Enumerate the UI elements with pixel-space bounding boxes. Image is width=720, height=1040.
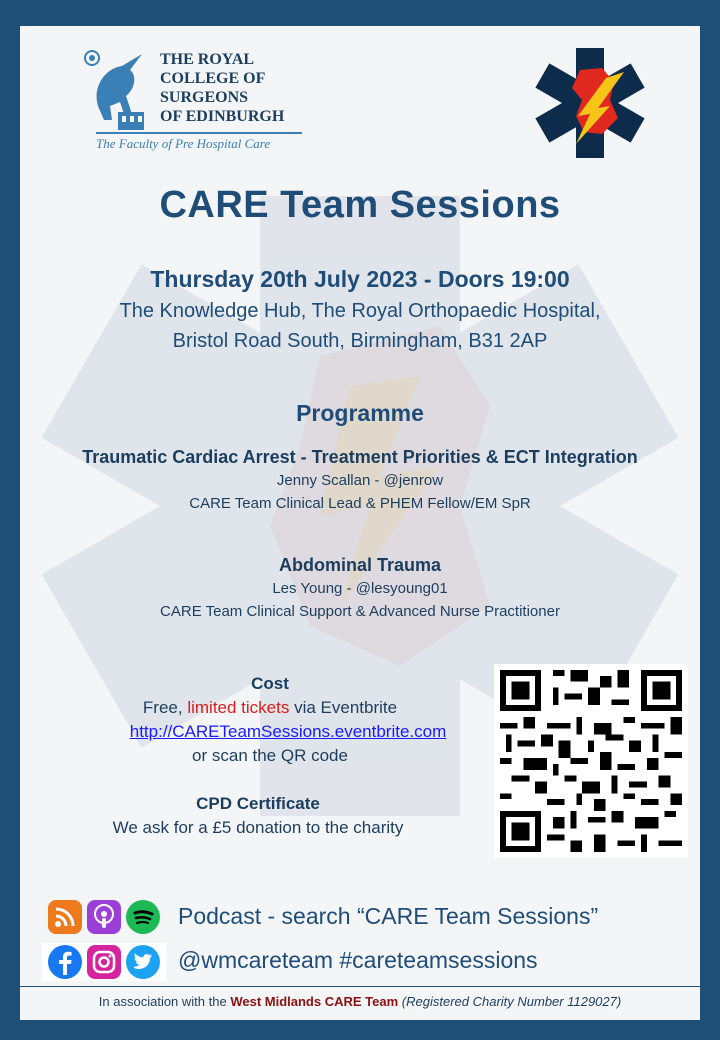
logo-divider [96,132,302,134]
event-date: Thursday 20th July 2023 - Doors 19:00 [150,266,570,292]
faculty-name: The Faculty of Pre Hospital Care [96,136,271,151]
spotify-icon[interactable] [126,900,160,934]
cpd-text: We ask for a £5 donation to the charity [112,818,404,837]
cost-line [60,698,480,718]
star-of-life-watermark [20,26,700,1020]
venue-line-2: Bristol Road South, Birmingham, B31 2AP [172,330,548,352]
talk-2-title: Abdominal Trauma [278,555,442,575]
talk-1-role: CARE Team Clinical Lead & PHEM Fellow/EM SpR [189,495,531,512]
care-team-star-logo [532,48,648,158]
social-handles-text: @wmcareteam #careteamsessions [178,947,538,973]
programme-heading: Programme [296,400,424,426]
cost-via: via Eventbrite [294,698,398,717]
twitter-icon[interactable] [126,945,160,979]
poster [20,26,700,1020]
eventbrite-link-row [78,722,498,742]
podcast-search-text: Podcast - search “CARE Team Sessions” [178,903,599,929]
footer-divider [20,986,700,987]
podcasts-icon[interactable] [87,900,121,934]
unicorn-crest-icon [82,46,150,136]
scan-qr-text: or scan the QR code [192,746,348,765]
page-title: CARE Team Sessions [159,184,561,226]
eventbrite-link[interactable]: http://CARETeamSessions.eventbrite.com [129,722,447,741]
rcsed-wordmark: THE ROYAL COLLEGE OF SURGEONS OF EDINBURGH [160,51,285,125]
footer [20,994,700,1009]
cost-free: Free, [142,698,183,717]
talk-2-speaker: Les Young - @lesyoung01 [272,580,448,597]
cpd-heading: CPD Certificate [196,794,320,813]
qr-code[interactable] [494,664,688,858]
instagram-icon[interactable] [87,945,121,979]
talk-1-speaker: Jenny Scallan - @jenrow [276,472,444,489]
rss-icon[interactable] [48,900,82,934]
footer-charity-number: (Registered Charity Number 1129027) [401,994,622,1009]
venue-line-1: The Knowledge Hub, The Royal Orthopaedic Hospital, [119,300,601,322]
talk-2-role: CARE Team Clinical Support & Advanced Nurse Practitioner [160,603,560,620]
limited-tickets-text: limited tickets [187,698,290,717]
talk-1-title: Traumatic Cardiac Arrest - Treatment Priorities & ECT Integration [82,447,638,467]
footer-org: West Midlands CARE Team [230,994,399,1009]
facebook-icon[interactable] [48,945,82,979]
footer-prefix: In association with the [98,994,227,1009]
cost-heading: Cost [251,674,289,693]
